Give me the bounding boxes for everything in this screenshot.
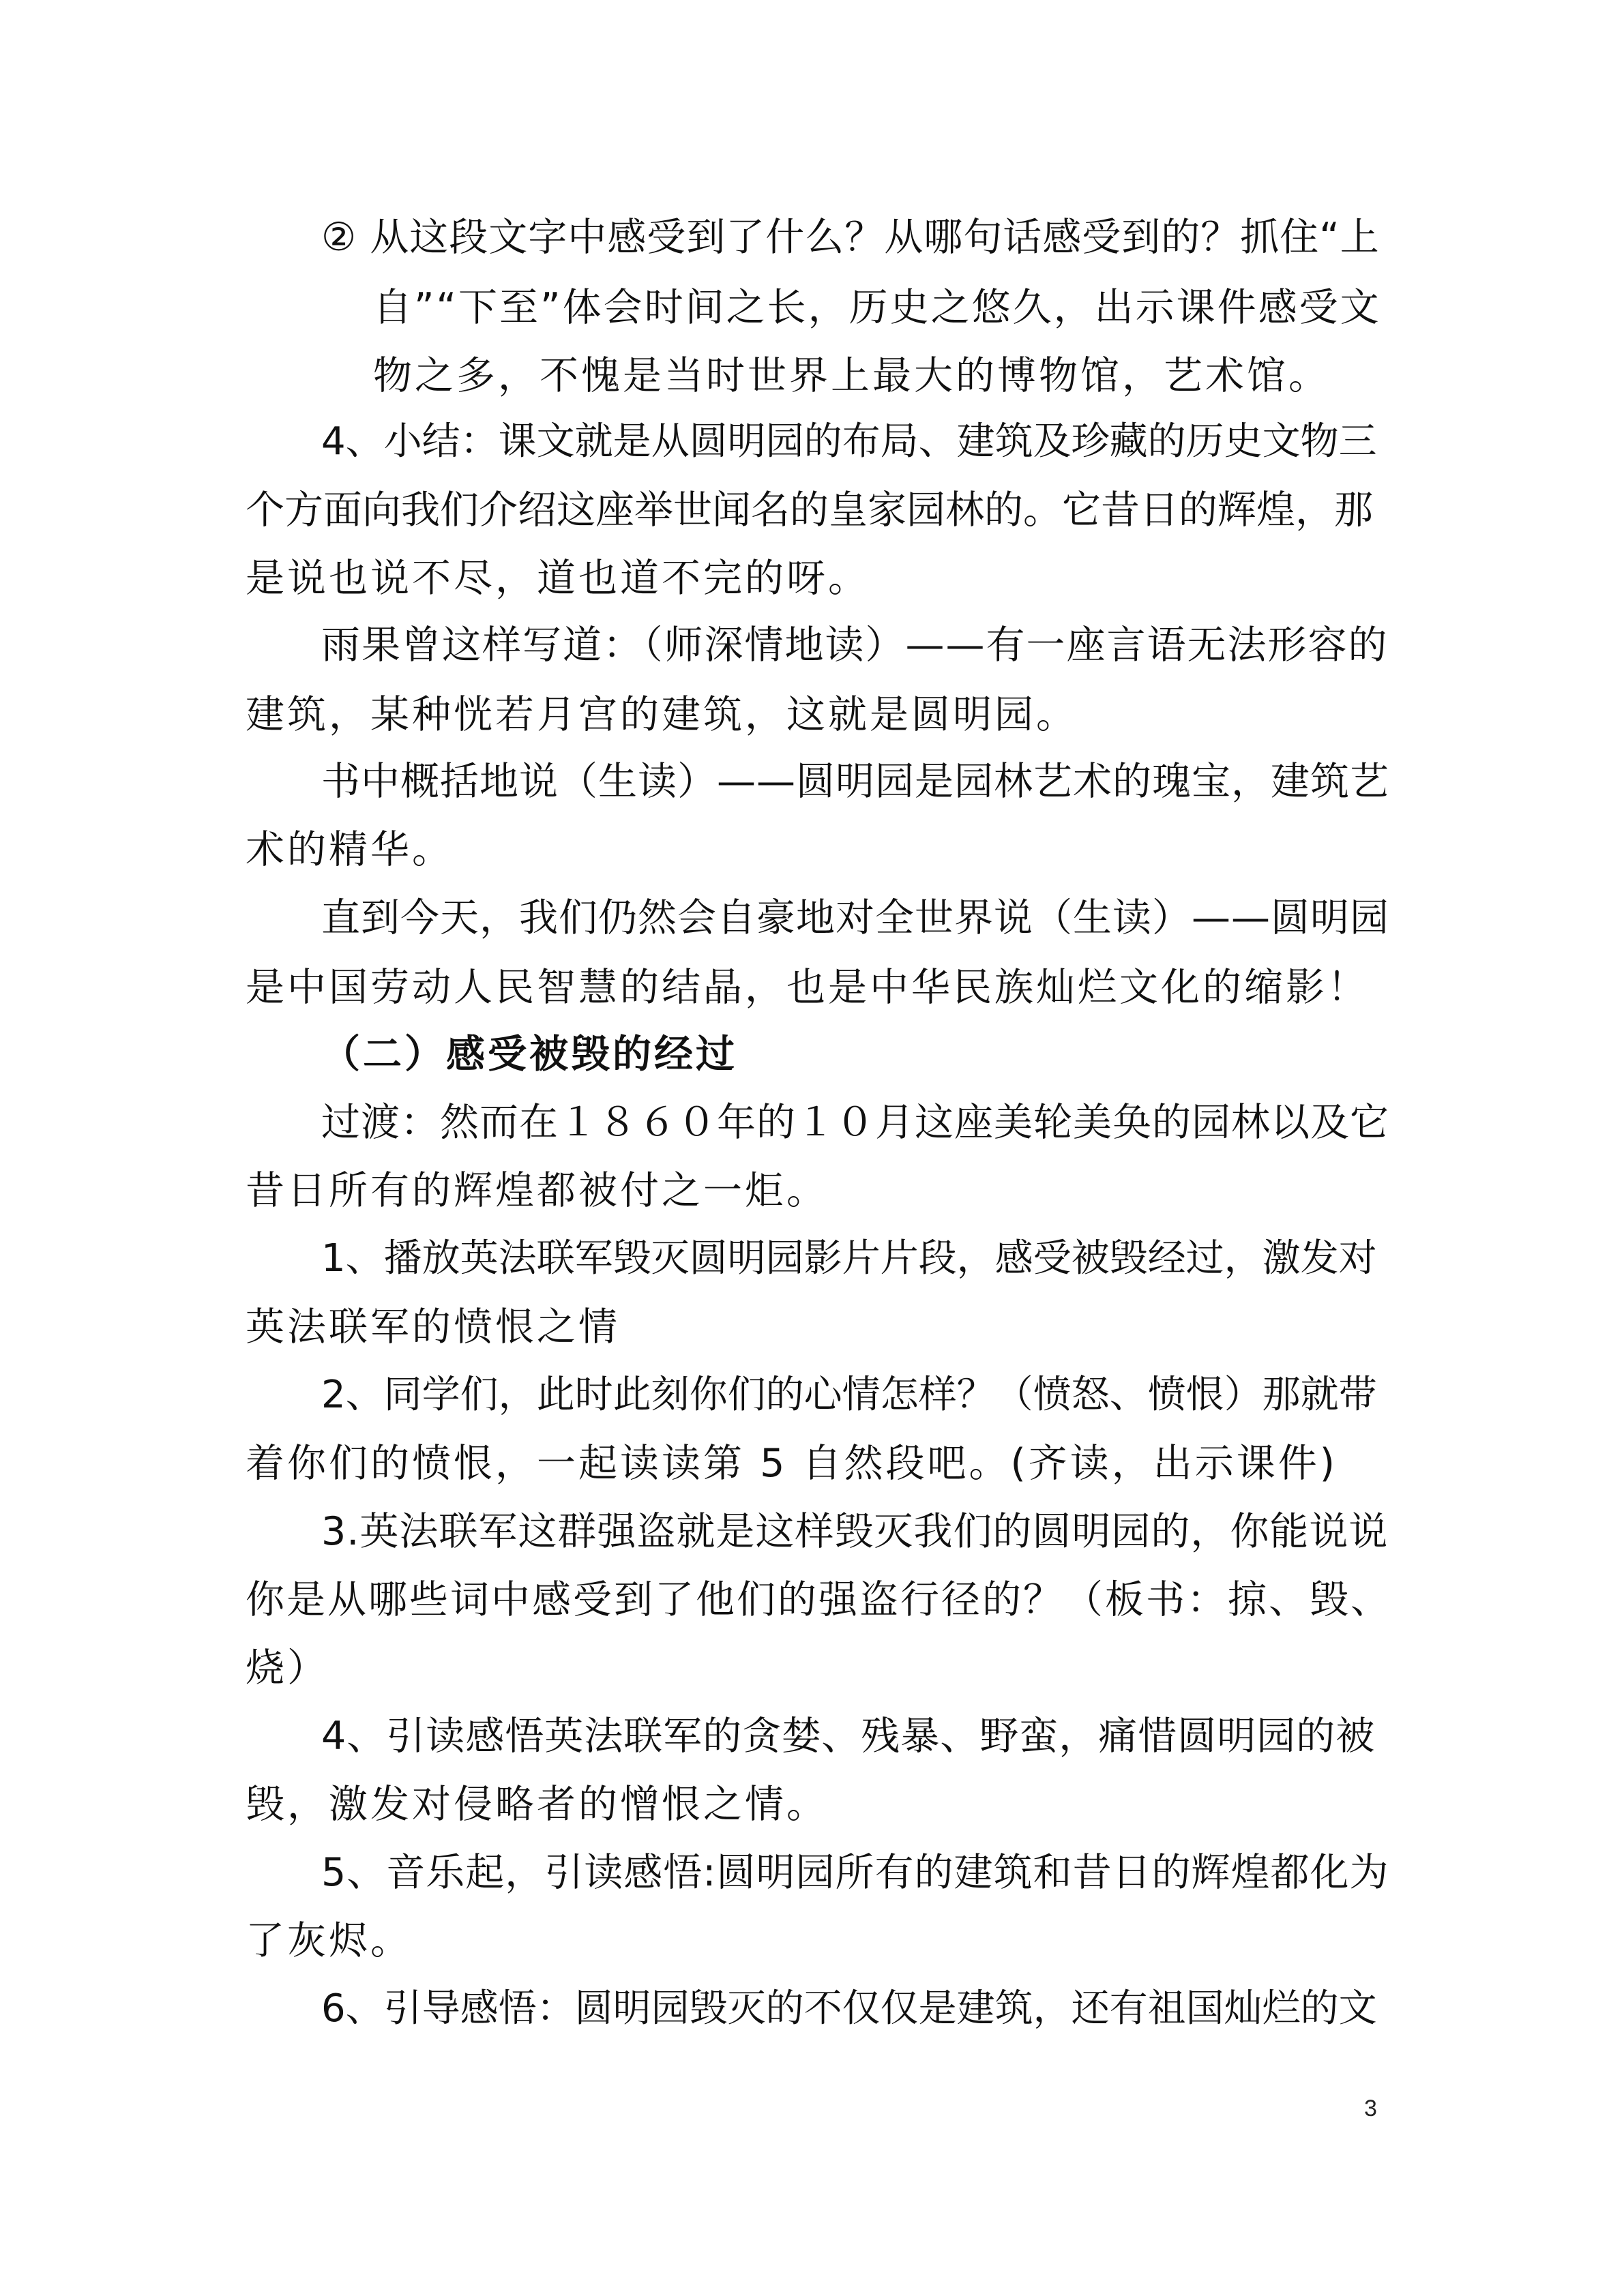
text-line: 毁，激发对侵略者的憎恨之情。 [246,1782,828,1827]
text-line: 是说也说不尽，道也道不完的呀。 [246,556,870,601]
text-line: 直到今天，我们仍然会自豪地对全世界说（生读）——圆明园 [321,895,1389,940]
text-line: 4、引读感悟英法联军的贪婪、残暴、野蛮，痛惜圆明园的被 [321,1714,1376,1759]
text-line: 烧） [246,1645,329,1690]
text-line: 物之多，不愧是当时世界上最大的博物馆，艺术馆。 [373,353,1330,398]
text-line: 个方面向我们介绍这座举世闻名的皇家园林的。它昔日的辉煌，那 [246,488,1373,533]
text-line: 1、播放英法联军毁灭圆明园影片片段，感受被毁经过，激发对 [321,1236,1377,1281]
text-line: 建筑，某种恍若月宫的建筑，这就是圆明园。 [246,692,1078,737]
text-line: 是中国劳动人民智慧的结晶，也是中华民族灿烂文化的缩影！ [246,965,1369,1010]
text-line: 雨果曾这样写道：（师深情地读）——有一座言语无法形容的 [321,623,1389,668]
text-line: 2、同学们，此时此刻你们的心情怎样？（愤怒、愤恨）那就带 [321,1373,1377,1417]
text-line: 着你们的愤恨，一起读读第 5 自然段吧。(齐读，出示课件) [246,1441,1338,1486]
text-line: 书中概括地说（生读）——圆明园是园林艺术的瑰宝，建筑艺 [321,759,1389,804]
text-line: 你是从哪些词中感受到了他们的强盗行径的？（板书：掠、毁、 [246,1577,1391,1622]
text-line: 4、小结：课文就是从圆明园的布局、建筑及珍藏的历史文物三 [321,419,1377,464]
section-heading: （二）感受被毁的经过 [321,1032,737,1077]
text-line: 过渡：然而在１８６０年的１０月这座美轮美奂的园林以及它 [321,1100,1389,1145]
text-line: 英法联军的愤恨之情 [246,1304,620,1350]
text-line: 6、引导感悟：圆明园毁灭的不仅仅是建筑，还有祖国灿烂的文 [321,1986,1377,2031]
text-line: 昔日所有的辉煌都被付之一炬。 [246,1168,828,1213]
text-line: 自”“下至”体会时间之长，历史之悠久，出示课件感受文 [373,285,1381,330]
text-line: 3.英法联军这群强盗就是这样毁灭我们的圆明园的，你能说说 [321,1509,1389,1554]
text-line: 术的精华。 [246,827,454,872]
text-line: ② 从这段文字中感受到了什么？从哪句话感受到的？抓住“上 [321,215,1380,260]
text-line: 了灰烬。 [246,1918,412,1963]
text-line: 5、音乐起，引读感悟:圆明园所有的建筑和昔日的辉煌都化为 [321,1850,1389,1895]
page-number: 3 [1364,2096,1377,2121]
